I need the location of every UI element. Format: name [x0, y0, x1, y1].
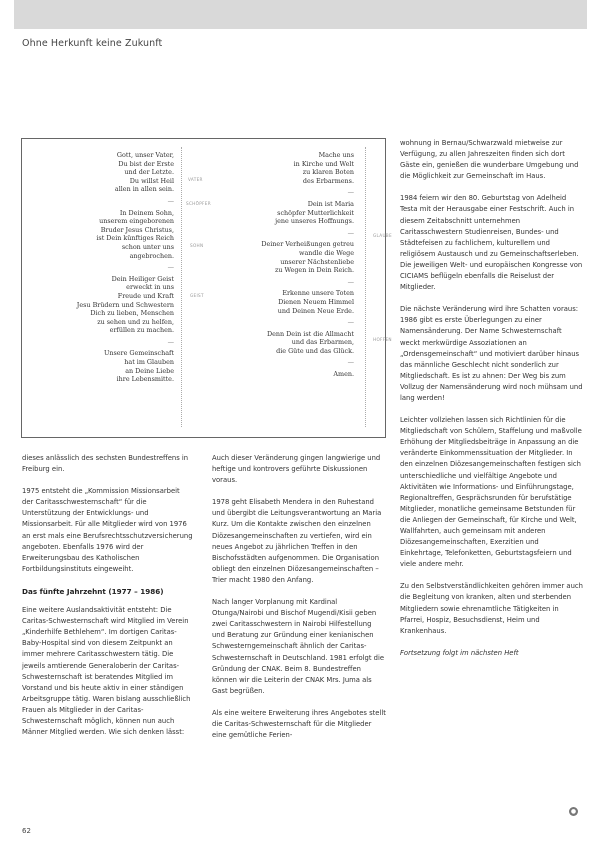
prayer-mid-column [212, 151, 354, 382]
prayer-stanza [212, 151, 354, 185]
paragraph: Auch dieser Veränderung gingen langwierige und heftige und kontrovers geführte Diskussionen voraus. [212, 454, 381, 485]
prayer-line: In Deinem Sohn, [119, 208, 174, 217]
prayer-line: schon unter uns [121, 242, 174, 251]
side-note: SOHN [190, 243, 204, 248]
prayer-line: Amen. [333, 370, 354, 379]
prayer-line: Du willst Heil [129, 176, 174, 185]
prayer-line: zu klaren Boten [302, 168, 354, 177]
prayer-line: unserem eingeborenen [99, 217, 174, 226]
prayer-line: erweckt in uns [126, 283, 174, 292]
paragraph: Nach langer Vorplanung mit Kardinal Otunga/Nairobi und Bischof Mugendi/Kisii geben zwei Caritasschwestern in Nairobi Hilfestellung und Beratung zur Gründung einer kenianischen Schwesterngemeinschaft ähnlich der Caritas-Schwesternschaft in Deutschland. 1981 erfolgt die Gründung der CNAK. Beim 8. Bundestreffen können wir die Leiterin der CNAK Mrs. Juma als Gast begrüßen. [212, 598, 385, 695]
prayer-line: Jesu Brüdern und Schwestern [76, 300, 174, 309]
header-band [14, 0, 587, 29]
prayer-stanza [212, 370, 354, 379]
side-note: SCHÖPFER [186, 201, 211, 206]
section-heading: Das fünfte Jahrzehnt (1977 – 1986) [22, 586, 164, 596]
prayer-line: zu Wegen in Dein Reich. [274, 266, 354, 275]
prayer-line: angebrochen. [129, 251, 174, 260]
prayer-line: zu sehen und zu helfen, [97, 317, 174, 326]
prayer-line: Gott, unser Vater, [116, 151, 174, 159]
text-column-middle [212, 453, 386, 752]
side-note: GLAUBE [373, 233, 392, 238]
prayer-line: schöpfer Mutterlichkeit [277, 208, 354, 217]
prayer-line: unserer Nächstenliebe [280, 257, 354, 266]
prayer-line: Freude und Kraft [117, 291, 174, 300]
paragraph: wohnung in Bernau/Schwarzwald mietweise zur Verfügung, zu allen Jahreszeiten finden sich dort Gäste ein, genießen die wunderbare Umgebung und die Möglichkeit zur Gemeinschaft im Haus. [400, 139, 579, 181]
prayer-line: und der Letzte. [124, 168, 174, 177]
prayer-line: ist Dein künftiges Reich [96, 234, 174, 243]
prayer-line: an Deine Liebe [125, 366, 174, 375]
prayer-stanza [212, 289, 354, 315]
paragraph: Als eine weitere Erweiterung ihres Angebotes stellt die Caritas-Schwesternschaft für die Mitglieder eine gemütliche Ferien- [212, 708, 386, 740]
paragraph: 1978 geht Elisabeth Mendera in den Ruhestand und übergibt die Leitungsverantwortung an Maria Kurz. Um die Kontakte zwischen den einzelnen Diözesangemeinschaften zu vertiefen, wird ein neues Angebot zu jährlichen Treffen in den Bischofsstädten aufgenommen. Die Organisation obliegt den einzelnen Diözesangemeinschaften – Trier macht 1980 den Anfang. [212, 498, 382, 584]
prayer-line: Denn Dein ist die Allmacht [267, 329, 354, 338]
prayer-stanza [36, 209, 174, 261]
prayer-stanza [36, 349, 174, 383]
prayer-line: jene unseres Hoffnungs. [275, 217, 354, 226]
prayer-line: Dienen Neuem Himmel [278, 297, 354, 306]
stanza-separator: — [167, 263, 174, 272]
prayer-line: Unsere Gemeinschaft [103, 349, 174, 358]
prayer-line: Deiner Verheißungen getreu [261, 240, 354, 249]
prayer-line: Du bist der Erste [118, 159, 174, 168]
prayer-line: erfüllen zu machen. [109, 326, 174, 335]
stanza-separator: — [347, 228, 354, 237]
text-column-left [22, 453, 193, 749]
prayer-stanza [36, 275, 174, 335]
continuation-note: Fortsetzung folgt im nächsten Heft [400, 648, 519, 657]
prayer-left-column [36, 151, 174, 387]
prayer-line: Bruder Jesus Christus, [100, 225, 174, 234]
prayer-line: ihre Lebensmitte. [116, 375, 174, 384]
stanza-separator: — [347, 277, 354, 286]
stanza-separator: — [347, 188, 354, 197]
stanza-separator: — [347, 358, 354, 367]
paragraph: dieses anlässlich des sechsten Bundestreffens in Freiburg ein. [22, 454, 189, 474]
stanza-separator: — [347, 318, 354, 327]
page-number: 62 [22, 827, 31, 835]
stanza-separator: — [167, 337, 174, 346]
prayer-line: des Erbarmens. [302, 176, 354, 185]
side-note: HOFFEN [373, 337, 392, 342]
prayer-line: die Güte und das Glück. [276, 346, 354, 355]
paragraph: Leichter vollziehen lassen sich Richtlinien für die Mitgliedschaft von Schülern, Staffelung und maßvolle Erhöhung der Mitgliedsbeiträge in Anpassung an die veränderte Einkommenssituation der Mitglieder. In den einzelnen Diözesangemeinschaften festigen sich unterschiedliche und vielfältige Angebote und Aktivitäten wie Informations- und Einführungstage, Regionaltreffen, Gesprächsrunden für berufstätige Mitglieder, monatliche gemeinsame Betstunden für die Anliegen der Gemeinschaft, für Kirche und Welt, Wallfahrten, auch gemeinsam mit anderen Diözesangemeinschaften, Exerzitien und Einkehrtage, Telefonketten, Geburtstagsfeiern und viele andere mehr. [400, 416, 582, 569]
paragraph: 1984 feiern wir den 80. Geburtstag von Adelheid Testa mit der Herausgabe einer Festschrift. Auch in diesem Zeitabschnitt unternehmen Caritasschwestern Studienreisen, Bundes- und Städtefeisen zu fachlichem, kulturellem und religiösem Austausch und zu Gemeinschaftserleben. Die jeweiligen Welt- und europäischen Kongresse von CICIAMS beflügeln ebenfalls die Reiselust der Mitglieder. [400, 194, 583, 292]
prayer-stanza [36, 151, 174, 194]
paragraph: Eine weitere Auslandsaktivität entsteht: Die Caritas-Schwesternschaft wird Mitglied im Verein „Kinderhilfe Bethlehem“. Im dortigen Caritas-Baby-Hospital sind von diesem Zeitpunkt an immer mehrere Caritasschwestern tätig. Die jeweils amtierende Generaloberin der Caritas-Schwesternschaft ist beratendes Mitglied im Vorstand und bis heute aktiv in einer ständigen Arbeitsgruppe tätig. Waren bislang ausschließlich Frauen als Mitglieder in der Caritas-Schwesternschaft möglich, können nun auch Männer Mitglied werden. Wie sich denken lässt: [22, 606, 191, 737]
paragraph: 1975 entsteht die „Kommission Missionsarbeit der Caritasschwesternschaft“ für die Unterstützung der Entwicklungs- und Missionsarbeit. Für alle Mitglieder wird von 1976 an erst mals eine Berufsrechtsschutzversicherung angeboten. Ebenfalls 1976 wird der Erweiterungsbau des Katholischen Fortbildungsinstituts eingeweiht. [22, 487, 193, 573]
prayer-line: allen in allen sein. [114, 185, 174, 194]
prayer-line: Mache uns [318, 151, 354, 159]
stanza-separator: — [167, 196, 174, 205]
prayer-line: Erkenne unsere Toten [282, 289, 354, 298]
prayer-line: und Deinen Neue Erde. [277, 306, 354, 315]
running-head: Ohne Herkunft keine Zukunft [22, 38, 163, 49]
prayer-line: hat im Glauben [124, 358, 174, 367]
column-divider [181, 147, 183, 427]
prayer-stanza [212, 200, 354, 226]
prayer-line: Dich zu lieben, Menschen [90, 309, 174, 318]
prayer-line: Dein ist Maria [307, 199, 354, 208]
side-note: VATER [188, 177, 203, 182]
end-of-article-icon: ● [570, 808, 577, 815]
paragraph: Die nächste Veränderung wird ihre Schatten voraus: 1986 gibt es erste Überlegungen zu einer Namensänderung. Der Name Schwesternschaft weckt merkwürdige Assoziationen an „Ordensgemeinschaft“ und motiviert darüber hinaus das männliche Geschlecht nicht sonderlich zur Mitgliedschaft. Es ist zu ahnen: Der Weg bis zum Vollzug der Namensänderung wird noch mühsam und lang werden! [400, 305, 583, 402]
text-column-right [400, 138, 583, 670]
paragraph: Zu den Selbstverständlichkeiten gehören immer auch die Begleitung von kranken, alten und sterbenden Mitgliedern sowie ehrenamtliche Tätigkeiten in Pfarrei, Hospiz, Besuchsdienst, Heim und Krankenhaus. [400, 582, 583, 635]
prayer-box [21, 138, 392, 438]
column-divider [365, 147, 367, 427]
prayer-stanza [212, 240, 354, 274]
prayer-line: wandle die Wege [299, 248, 354, 257]
prayer-line: in Kirche und Welt [293, 159, 354, 168]
side-note: GEIST [190, 293, 204, 298]
prayer-stanza [212, 330, 354, 356]
prayer-line: und das Erbarmen, [291, 338, 354, 347]
prayer-line: Dein Heiliger Geist [111, 274, 174, 283]
